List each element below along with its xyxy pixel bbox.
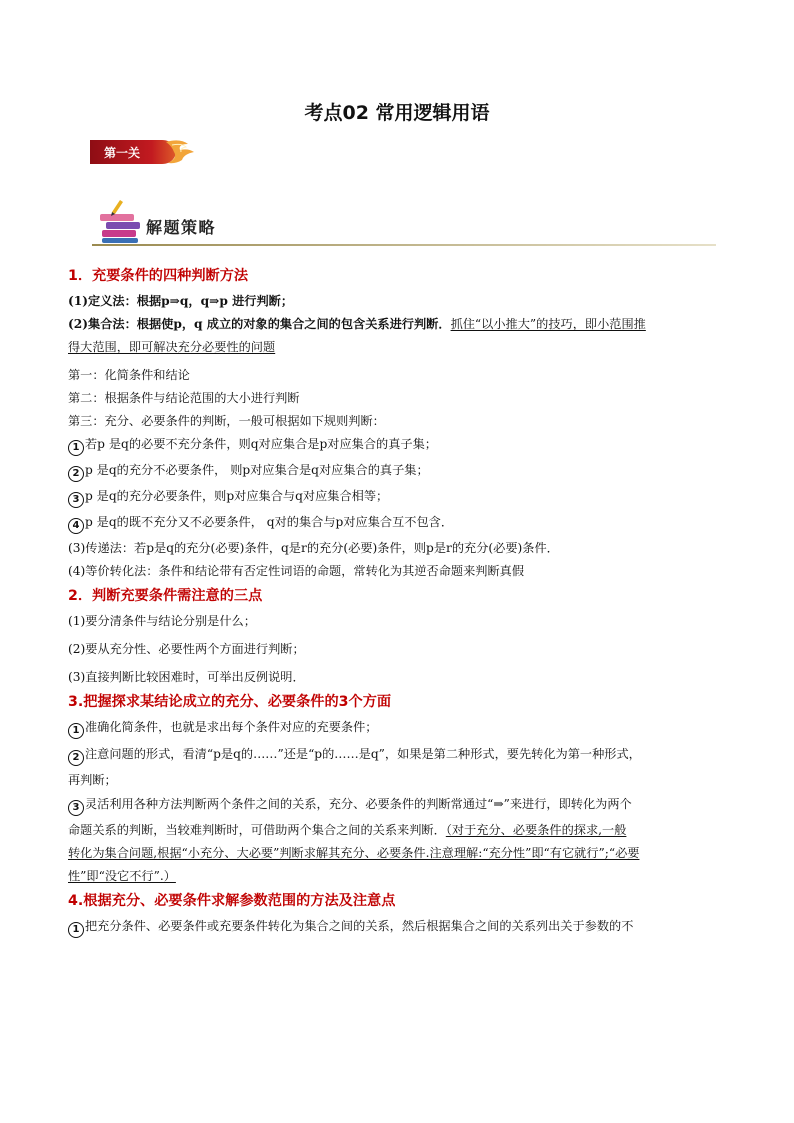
s1-equivalent: (4)等价转化法：条件和结论带有否定性词语的命题，常转化为其逆否命题来判断真假 — [68, 564, 525, 578]
s3-point-1: 1 准确化简条件，也就是求出每个条件对应的充要条件； — [68, 718, 724, 739]
section-2-heading: 2．判断充要条件需注意的三点 — [68, 588, 263, 604]
s1-line-1: (1)定义法：根据p⇒q，q⇒p 进行判断； — [68, 294, 294, 308]
s1-line-3: 得大范围，即可解决充分必要性的问题 — [68, 340, 276, 354]
s3-point-3-cont: 命题关系的判断，当较难判断时，可借助两个集合之间的关系来判断．（对于充分、必要条件的探求,一般 — [68, 823, 627, 837]
circled-number: 1 — [68, 440, 84, 456]
s2-line-2: (2)要从充分性、必要性两个方面进行判断； — [68, 642, 305, 656]
s3-point-3-cont-2: 转化为集合问题,根据“小充分、大必要”判断求解其充分、必要条件.注意理解:“充分性”即“有它就行”;“必要 — [68, 846, 640, 860]
s3-point-3-cont-3: 性”即“没它不行”.） — [68, 869, 176, 883]
s1-line-2: (2)集合法：根据使p，q 成立的对象的集合之间的包含关系进行判断．抓住“以小推大”的技巧，即小范围推 — [68, 317, 646, 331]
section-3-heading: 3.把握探求某结论成立的充分、必要条件的3个方面 — [68, 694, 392, 710]
circled-number: 1 — [68, 723, 84, 739]
books-icon — [100, 200, 140, 243]
circled-number: 3 — [68, 492, 84, 508]
s1-step-1: 第一：化简条件和结论 — [68, 368, 190, 382]
s3-point-2-cont: 再判断； — [68, 773, 117, 787]
strategy-label: 解题策略 — [146, 218, 217, 237]
s1-step-2: 第二：根据条件与结论范围的大小进行判断 — [68, 391, 300, 405]
s4-point-1: 1 把充分条件、必要条件或充要条件转化为集合之间的关系，然后根据集合之间的关系列出关于参数的不 — [68, 917, 724, 938]
s1-rule-2: 2 p 是q的充分不必要条件， 则p对应集合是q对应集合的真子集； — [68, 461, 724, 482]
circled-number: 1 — [68, 922, 84, 938]
circled-number: 2 — [68, 466, 84, 482]
s1-rule-4: 4 p 是q的既不充分又不必要条件， q对的集合与p对应集合互不包含． — [68, 513, 724, 534]
s3-point-2: 2 注意问题的形式，看清“p是q的……”还是“p的……是q”，如果是第二种形式，要先转化为第一种形式， — [68, 745, 724, 766]
circled-number: 2 — [68, 750, 84, 766]
s1-rule-3: 3 p 是q的充分必要条件，则p对应集合与q对应集合相等； — [68, 487, 724, 508]
section-1-heading: 1．充要条件的四种判断方法 — [68, 268, 249, 284]
content — [68, 266, 724, 938]
circled-number: 3 — [68, 800, 84, 816]
strategy-banner — [92, 200, 716, 250]
level-badge — [88, 136, 196, 166]
s1-step-3: 第三：充分、必要条件的判断，一般可根据如下规则判断： — [68, 414, 385, 428]
s2-line-1: (1)要分清条件与结论分别是什么； — [68, 614, 256, 628]
s3-point-3: 3 灵活利用各种方法判断两个条件之间的关系，充分、必要条件的判断常通过“⇒”来进行，即转化为两个 — [68, 795, 724, 816]
s2-line-3: (3)直接判断比较困难时，可举出反例说明． — [68, 670, 305, 684]
badge-label: 第一关 — [103, 146, 141, 160]
circled-number: 4 — [68, 518, 84, 534]
s1-rule-1: 1 若p 是q的必要不充分条件，则q对应集合是p对应集合的真子集； — [68, 435, 724, 456]
s1-transfer: (3)传递法：若p是q的充分(必要)条件，q是r的充分(必要)条件，则p是r的充分(必要)条件． — [68, 541, 559, 555]
section-4-heading: 4.根据充分、必要条件求解参数范围的方法及注意点 — [68, 893, 396, 909]
page-title: 考点02 常用逻辑用语 — [304, 102, 490, 124]
